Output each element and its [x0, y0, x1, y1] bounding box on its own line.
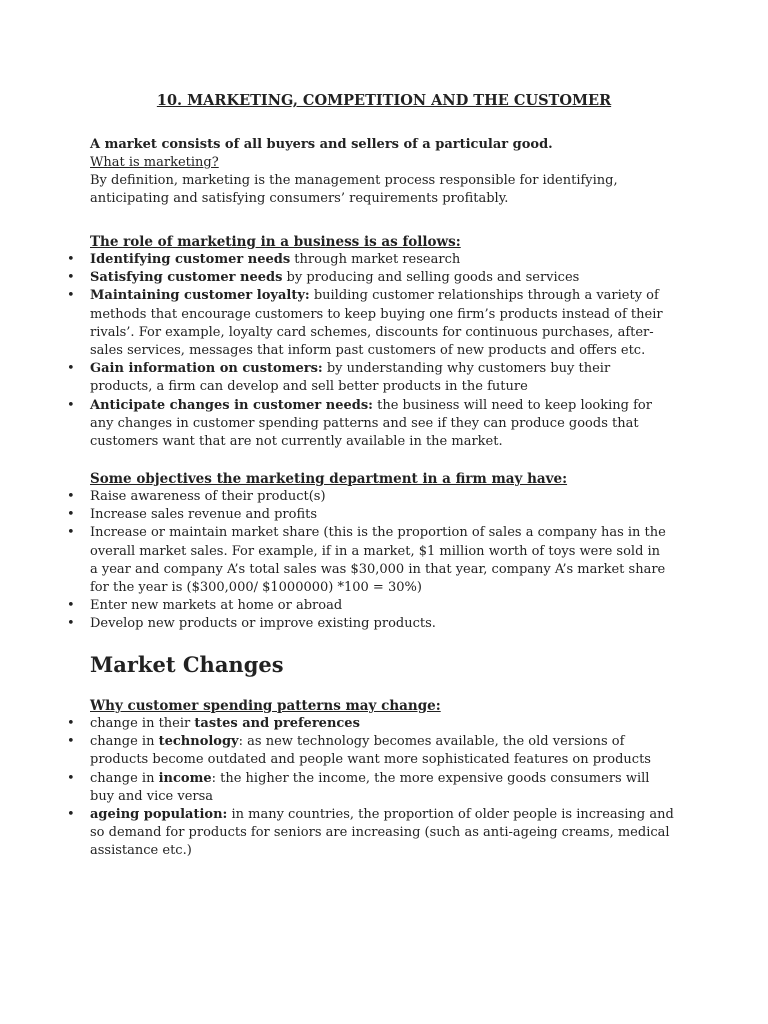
list-item: • change in their tastes and preferences	[90, 715, 675, 733]
list-item: • Increase or maintain market share (this is the proportion of sales a company has in the overall market sales. For example, if in a market, $1 million worth of toys were sold in a year and company A’s total sales was $30,000 in that year, company A’s market share for the year is ($300,000/ $1000000) *100 = 30%)	[67, 525, 666, 596]
market-definition: A market consists of all buyers and sellers of a particular good.	[90, 137, 553, 152]
objectives-section	[67, 470, 668, 634]
bullet-icon: •	[67, 252, 75, 267]
list-item: • ageing population: in many countries, the proportion of older people is increasing and so demand for products for seniors are increasing (such as anti-ageing creams, medical assistance etc.)	[67, 807, 674, 859]
role-list	[67, 251, 675, 451]
marketing-definition-line-1: By definition, marketing is the management process responsible for identifying,	[90, 173, 618, 188]
marketing-definition-line-2: anticipating and satisfying consumers’ requirements profitably.	[90, 191, 509, 206]
market-changes-heading: Market Changes	[90, 652, 284, 677]
what-is-marketing-question: What is marketing?	[90, 155, 219, 170]
list-item: • Satisfying customer needs by producing and selling goods and services	[90, 269, 675, 287]
list-item: • Develop new products or improve existing products.	[90, 615, 668, 633]
objectives-list	[67, 488, 668, 634]
bullet-icon: •	[67, 270, 75, 286]
list-item: • Increase sales revenue and profits	[90, 506, 668, 524]
list-item: • change in income: the higher the income, the more expensive goods consumers will buy and vice versa	[67, 770, 650, 804]
list-item: • change in technology: as new technology becomes available, the old versions of products become outdated and people want more sophisticated features on products	[67, 734, 651, 768]
bullet-icon: •	[67, 807, 75, 823]
bullet-icon: •	[67, 525, 75, 541]
bullet-icon: •	[67, 598, 75, 614]
intro-section	[90, 136, 680, 208]
bullet-icon: •	[67, 770, 75, 786]
list-item: • Raise awareness of their product(s)	[90, 488, 668, 506]
bullet-icon: •	[67, 616, 75, 632]
document-title: 10. MARKETING, COMPETITION AND THE CUSTOMER	[156, 92, 612, 109]
role-section	[67, 233, 675, 451]
bullet-icon: •	[67, 507, 75, 523]
bullet-icon: •	[67, 734, 75, 750]
spending-patterns-heading: Why customer spending patterns may change:	[90, 698, 441, 714]
list-item: • Anticipate changes in customer needs: the business will need to keep looking for any changes in customer spending patterns and see if they can produce goods that customers want that are not currently available in the market.	[67, 397, 652, 450]
list-item: • Identifying customer needs through market research	[90, 251, 675, 269]
bullet-icon: •	[67, 397, 75, 413]
list-item: • Enter new markets at home or abroad	[90, 597, 668, 615]
role-heading: The role of marketing in a business is as follows:	[90, 234, 461, 250]
list-item: • Maintaining customer loyalty: building customer relationships through a variety of methods that encourage customers to keep buying one firm’s products instead of their rivals’. For example, loyalty card schemes, discounts for continuous purchases, after-sales services, messages that inform past customers of new products and offers etc.	[67, 288, 663, 359]
list-item: • Gain information on customers: by understanding why customers buy their products, a firm can develop and sell better products in the future	[67, 361, 611, 395]
bullet-icon: •	[67, 361, 75, 377]
spending-patterns-list	[67, 715, 675, 861]
bullet-icon: •	[67, 288, 75, 304]
market-changes-section	[67, 697, 675, 861]
bullet-icon: •	[67, 716, 75, 731]
bullet-icon: •	[67, 489, 75, 504]
objectives-heading: Some objectives the marketing department in a firm may have:	[90, 471, 568, 487]
